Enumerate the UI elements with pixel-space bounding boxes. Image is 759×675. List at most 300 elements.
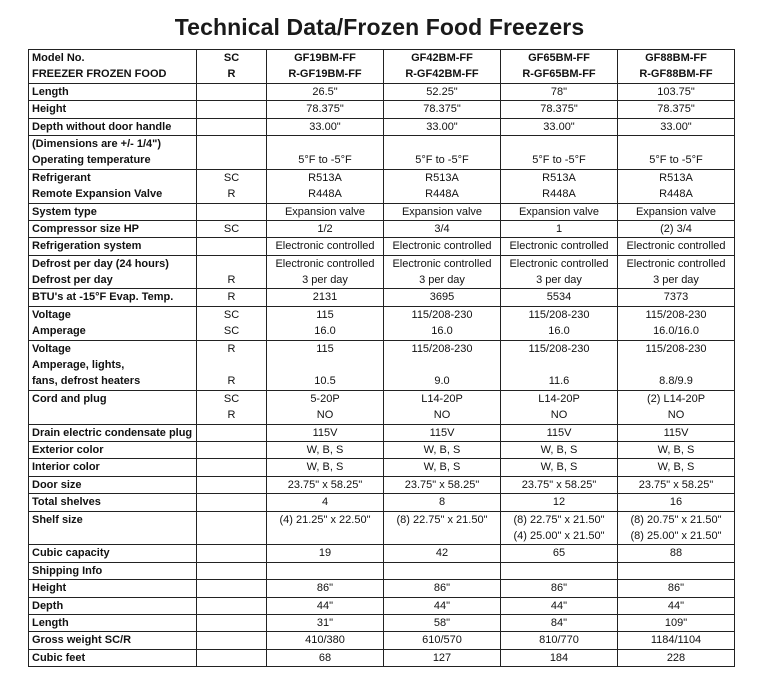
value-cell-line: 5°F to -5°F	[649, 154, 703, 167]
value-cell	[384, 255, 501, 289]
value-cell	[267, 340, 384, 390]
row-label-cell	[29, 580, 197, 597]
row-label-cell	[29, 597, 197, 614]
value-cell-line: 127	[432, 651, 452, 664]
value-cell-line: 115/208-230	[528, 342, 590, 355]
value-cell	[384, 203, 501, 220]
value-cell	[384, 562, 501, 579]
value-cell-line: 8.8/9.9	[659, 375, 693, 388]
value-cell-line: 115/208-230	[645, 342, 707, 355]
value-cell	[384, 289, 501, 306]
value-cell-line: L14-20P	[538, 392, 580, 405]
value-cell-line: 68	[318, 651, 332, 664]
value-cell-line	[504, 357, 614, 373]
value-cell-line: 23.75" x 58.25"	[521, 478, 597, 491]
value-cell	[384, 118, 501, 135]
value-cell	[501, 255, 618, 289]
value-cell-line: R513A	[425, 171, 459, 184]
row-label-cell-line: Shipping Info	[32, 564, 103, 577]
table-row	[29, 118, 735, 135]
value-cell-line: W, B, S	[657, 461, 695, 474]
row-sc-cell	[197, 494, 267, 511]
value-cell-line	[621, 136, 731, 152]
value-cell-line: 44"	[667, 599, 685, 612]
row-sc-cell	[197, 476, 267, 493]
value-cell-line: 78"	[550, 85, 568, 98]
value-cell	[501, 118, 618, 135]
value-cell-line: 86"	[316, 582, 334, 595]
value-cell-line: R448A	[308, 188, 342, 201]
row-sc-cell	[197, 255, 267, 289]
value-cell-line: 78.375"	[657, 103, 695, 116]
row-label-cell-line: Defrost per day	[32, 274, 113, 287]
value-cell-line: 103.75"	[657, 85, 695, 98]
value-cell-line: 3 per day	[302, 274, 348, 287]
value-cell-line: W, B, S	[657, 443, 695, 456]
row-label-cell	[29, 238, 197, 255]
value-cell-line: (4) 21.25" x 22.50"	[279, 513, 371, 526]
row-label-cell-line: Depth without door handle	[32, 120, 172, 133]
header-sc-cell-line: SC	[223, 52, 240, 64]
row-sc-cell-line	[200, 632, 263, 648]
table-row	[29, 632, 735, 649]
row-label-cell-line	[32, 407, 193, 423]
value-cell	[384, 390, 501, 424]
row-sc-cell	[197, 632, 267, 649]
row-sc-cell-line	[200, 357, 263, 373]
row-label-cell-line: Height	[32, 582, 67, 595]
value-cell	[384, 441, 501, 458]
row-label-cell-line: (Dimensions are +/- 1/4")	[32, 137, 162, 150]
row-sc-cell-line	[200, 615, 263, 631]
value-cell	[501, 306, 618, 340]
row-sc-cell	[197, 545, 267, 562]
row-label-cell	[29, 101, 197, 118]
value-cell	[618, 649, 735, 666]
value-cell-line: 1/2	[317, 222, 333, 235]
row-label-cell	[29, 135, 197, 169]
value-cell-line: 115V	[429, 426, 455, 439]
value-cell-line: 78.375"	[306, 103, 344, 116]
value-cell-line: (4) 25.00" x 21.50"	[513, 529, 605, 542]
model-header-cell	[267, 50, 384, 84]
value-cell	[267, 169, 384, 203]
value-cell	[384, 632, 501, 649]
value-cell	[501, 649, 618, 666]
row-sc-cell-line	[200, 528, 263, 544]
table-row	[29, 203, 735, 220]
value-cell	[384, 597, 501, 614]
value-cell-line: 8	[438, 496, 446, 509]
table-row	[29, 597, 735, 614]
value-cell-line: 115/208-230	[411, 308, 473, 321]
row-sc-cell	[197, 597, 267, 614]
row-sc-cell-line: SC	[223, 308, 240, 321]
row-label-cell-line: Gross weight SC/R	[32, 634, 132, 647]
row-label-cell-line: Cubic capacity	[32, 547, 110, 560]
model-header-cell-line: GF42BM-FF	[411, 52, 473, 64]
value-cell	[501, 597, 618, 614]
value-cell-line: W, B, S	[423, 443, 461, 456]
value-cell-line: 9.0	[434, 375, 450, 388]
row-label-cell-line: Refrigerant	[32, 171, 91, 184]
row-label-cell-line: Remote Expansion Valve	[32, 188, 163, 201]
value-cell-line: 65	[552, 547, 566, 560]
value-cell	[267, 649, 384, 666]
row-label-cell-line: Height	[32, 103, 67, 116]
value-cell-line: 44"	[550, 599, 568, 612]
row-sc-cell-line	[200, 459, 263, 475]
row-sc-cell-line	[200, 545, 263, 561]
row-sc-cell-line	[200, 238, 263, 254]
table-row	[29, 459, 735, 476]
value-cell	[267, 203, 384, 220]
row-sc-cell	[197, 562, 267, 579]
row-label-cell-line: Amperage, lights,	[32, 359, 125, 372]
value-cell	[267, 562, 384, 579]
value-cell-line: 78.375"	[423, 103, 461, 116]
value-cell	[501, 562, 618, 579]
value-cell	[501, 441, 618, 458]
row-sc-cell	[197, 83, 267, 100]
value-cell	[267, 424, 384, 441]
value-cell-line: Electronic controlled	[509, 257, 609, 270]
value-cell	[501, 169, 618, 203]
row-label-cell-line: Length	[32, 85, 69, 98]
row-sc-cell	[197, 441, 267, 458]
row-label-cell	[29, 562, 197, 579]
value-cell	[618, 255, 735, 289]
value-cell	[618, 340, 735, 390]
value-cell	[501, 580, 618, 597]
value-cell-line: 810/770	[539, 634, 579, 647]
row-sc-cell	[197, 289, 267, 306]
value-cell-line: 5°F to -5°F	[532, 154, 586, 167]
value-cell-line: 5°F to -5°F	[415, 154, 469, 167]
value-cell-line: 3 per day	[419, 274, 465, 287]
value-cell-line: 5°F to -5°F	[298, 154, 352, 167]
value-cell-line: 5534	[546, 291, 572, 304]
row-sc-cell-line	[200, 598, 263, 614]
value-cell	[267, 545, 384, 562]
table-row	[29, 101, 735, 118]
value-cell-line: (8) 22.75" x 21.50"	[513, 513, 605, 526]
value-cell	[384, 238, 501, 255]
row-sc-cell	[197, 306, 267, 340]
value-cell-line: 115/208-230	[645, 308, 707, 321]
table-row	[29, 306, 735, 340]
row-label-cell-line: Exterior color	[32, 443, 104, 456]
table-row	[29, 614, 735, 631]
value-cell-line: 115V	[546, 426, 572, 439]
row-label-cell-line: Operating temperature	[32, 154, 151, 167]
table-row	[29, 169, 735, 203]
page-title: Technical Data/Frozen Food Freezers	[174, 14, 585, 40]
value-cell	[618, 220, 735, 237]
value-cell-line: 23.75" x 58.25"	[287, 478, 363, 491]
value-cell-line: 31"	[316, 616, 334, 629]
row-label-cell-line: Compressor size HP	[32, 222, 139, 235]
row-label-cell	[29, 649, 197, 666]
row-label-cell	[29, 476, 197, 493]
value-cell	[501, 203, 618, 220]
row-sc-cell-line	[200, 494, 263, 510]
value-cell-line: R448A	[659, 188, 693, 201]
row-sc-cell-line	[200, 442, 263, 458]
table-row	[29, 83, 735, 100]
value-cell-line: 1	[555, 222, 563, 235]
value-cell	[267, 289, 384, 306]
value-cell	[501, 459, 618, 476]
model-header-cell-line: R-GF19BM-FF	[288, 68, 362, 81]
row-label-cell	[29, 614, 197, 631]
value-cell	[618, 494, 735, 511]
row-sc-cell-line: SC	[223, 325, 240, 338]
value-cell-line: W, B, S	[306, 443, 344, 456]
value-cell-line: 3/4	[434, 222, 450, 235]
value-cell-line	[270, 563, 380, 579]
value-cell-line: R513A	[659, 171, 693, 184]
row-label-cell	[29, 511, 197, 545]
value-cell	[501, 83, 618, 100]
value-cell-line: W, B, S	[306, 461, 344, 474]
row-sc-cell	[197, 203, 267, 220]
table-row	[29, 580, 735, 597]
value-cell	[618, 203, 735, 220]
value-cell-line: 2131	[312, 291, 338, 304]
row-sc-cell-line	[200, 101, 263, 117]
value-cell-line: NO	[316, 409, 334, 422]
value-cell	[384, 476, 501, 493]
row-label-cell	[29, 545, 197, 562]
row-sc-cell-line	[200, 650, 263, 666]
value-cell-line: 5-20P	[310, 392, 340, 405]
value-cell-line: 86"	[667, 582, 685, 595]
value-cell-line	[504, 563, 614, 579]
value-cell-line: Electronic controlled	[392, 240, 492, 253]
value-cell	[501, 220, 618, 237]
value-cell-line: 23.75" x 58.25"	[638, 478, 714, 491]
value-cell	[384, 306, 501, 340]
value-cell-line: 88	[669, 547, 683, 560]
value-cell	[267, 101, 384, 118]
row-label-cell-line: fans, defrost heaters	[32, 375, 141, 388]
value-cell-line: 16	[669, 496, 683, 509]
model-header-cell-line: GF65BM-FF	[528, 52, 590, 64]
value-cell	[384, 649, 501, 666]
row-sc-cell-line	[200, 136, 263, 152]
value-cell-line: R448A	[425, 188, 459, 201]
row-sc-cell-line: R	[227, 409, 236, 422]
header-label-cell-line: FREEZER FROZEN FOOD	[32, 68, 167, 81]
row-label-cell-line: Cubic feet	[32, 651, 86, 664]
value-cell-line: 19	[318, 547, 332, 560]
row-label-cell-line: Drain electric condensate plug	[32, 426, 193, 439]
row-sc-cell-line	[200, 152, 263, 168]
table-row	[29, 476, 735, 493]
table-row	[29, 441, 735, 458]
value-cell-line: 33.00"	[660, 120, 692, 133]
table-row	[29, 511, 735, 545]
value-cell	[501, 614, 618, 631]
row-sc-cell-line	[200, 580, 263, 596]
value-cell	[384, 83, 501, 100]
value-cell-line: 3695	[429, 291, 455, 304]
value-cell-line: W, B, S	[540, 443, 578, 456]
row-label-cell	[29, 340, 197, 390]
value-cell-line: 23.75" x 58.25"	[404, 478, 480, 491]
model-header-cell-line: GF88BM-FF	[645, 52, 707, 64]
value-cell-line	[387, 357, 497, 373]
value-cell	[384, 169, 501, 203]
value-cell-line: 44"	[316, 599, 334, 612]
value-cell	[384, 340, 501, 390]
value-cell	[501, 390, 618, 424]
table-row	[29, 220, 735, 237]
row-sc-cell-line	[200, 512, 263, 528]
header-label-cell	[29, 50, 197, 84]
value-cell-line: 4	[321, 496, 329, 509]
row-sc-cell	[197, 424, 267, 441]
value-cell	[501, 101, 618, 118]
row-sc-cell	[197, 118, 267, 135]
value-cell	[267, 511, 384, 545]
value-cell-line: R448A	[542, 188, 576, 201]
row-label-cell	[29, 220, 197, 237]
value-cell-line: W, B, S	[540, 461, 578, 474]
value-cell	[267, 135, 384, 169]
row-label-cell	[29, 441, 197, 458]
value-cell-line: 3 per day	[653, 274, 699, 287]
value-cell	[618, 459, 735, 476]
model-header-cell-line: R-GF42BM-FF	[405, 68, 479, 81]
value-cell	[501, 424, 618, 441]
table-row	[29, 340, 735, 390]
tech-data-table	[28, 49, 735, 667]
value-cell-line: 33.00"	[309, 120, 341, 133]
table-row	[29, 238, 735, 255]
value-cell	[618, 545, 735, 562]
value-cell-line	[621, 357, 731, 373]
row-sc-cell	[197, 390, 267, 424]
row-label-cell-line: Voltage	[32, 342, 71, 355]
value-cell-line: 115/208-230	[411, 342, 473, 355]
table-row	[29, 424, 735, 441]
value-cell	[267, 255, 384, 289]
value-cell	[501, 476, 618, 493]
value-cell	[501, 340, 618, 390]
row-sc-cell-line: SC	[223, 392, 240, 405]
value-cell	[267, 494, 384, 511]
row-sc-cell	[197, 649, 267, 666]
row-sc-cell-line	[200, 563, 263, 579]
value-cell-line: 33.00"	[426, 120, 458, 133]
row-label-cell	[29, 289, 197, 306]
value-cell-line: 109"	[664, 616, 688, 629]
row-sc-cell-line: SC	[223, 171, 240, 184]
row-sc-cell-line: R	[227, 188, 236, 201]
value-cell-line: 410/380	[305, 634, 345, 647]
value-cell-line	[387, 136, 497, 152]
value-cell	[267, 614, 384, 631]
model-header-cell-line: R-GF65BM-FF	[522, 68, 596, 81]
value-cell-line: (8) 20.75" x 21.50"	[630, 513, 722, 526]
value-cell	[618, 169, 735, 203]
row-sc-cell	[197, 220, 267, 237]
row-sc-cell-line	[200, 119, 263, 135]
value-cell	[267, 306, 384, 340]
value-cell-line: 16.0/16.0	[653, 325, 699, 338]
row-sc-cell	[197, 101, 267, 118]
value-cell	[267, 459, 384, 476]
value-cell	[267, 238, 384, 255]
row-sc-cell	[197, 135, 267, 169]
value-cell-line: 610/570	[422, 634, 462, 647]
value-cell	[267, 220, 384, 237]
row-label-cell	[29, 255, 197, 289]
model-header-cell-line: GF19BM-FF	[294, 52, 356, 64]
value-cell-line: Electronic controlled	[275, 257, 375, 270]
value-cell-line: Expansion valve	[635, 205, 717, 218]
value-cell	[384, 494, 501, 511]
value-cell-line: 44"	[433, 599, 451, 612]
row-sc-cell	[197, 614, 267, 631]
row-label-cell	[29, 83, 197, 100]
row-sc-cell-line	[200, 84, 263, 100]
value-cell-line: 84"	[550, 616, 568, 629]
value-cell-line: Expansion valve	[284, 205, 366, 218]
table-row	[29, 135, 735, 169]
value-cell-line: 7373	[663, 291, 689, 304]
row-label-cell	[29, 494, 197, 511]
row-label-cell	[29, 459, 197, 476]
table-row	[29, 255, 735, 289]
row-sc-cell-line: R	[227, 342, 236, 355]
table-row	[29, 390, 735, 424]
value-cell	[618, 118, 735, 135]
value-cell	[618, 83, 735, 100]
value-cell	[618, 476, 735, 493]
value-cell-line	[270, 528, 380, 544]
row-sc-cell	[197, 169, 267, 203]
row-sc-cell-line	[200, 256, 263, 272]
row-sc-cell	[197, 340, 267, 390]
row-label-cell-line: System type	[32, 205, 97, 218]
value-cell	[267, 441, 384, 458]
value-cell-line: 115V	[312, 426, 338, 439]
value-cell-line: Electronic controlled	[275, 240, 375, 253]
row-label-cell-line: Cord and plug	[32, 392, 107, 405]
value-cell-line: 10.5	[314, 375, 336, 388]
value-cell-line: 86"	[550, 582, 568, 595]
value-cell-line: 184	[549, 651, 569, 664]
row-sc-cell-line	[200, 204, 263, 220]
row-label-cell-line: Defrost per day (24 hours)	[32, 257, 169, 270]
row-label-cell-line: Interior color	[32, 461, 100, 474]
value-cell-line: L14-20P	[421, 392, 463, 405]
value-cell	[618, 306, 735, 340]
row-sc-cell-line: R	[227, 291, 236, 304]
table-row	[29, 545, 735, 562]
value-cell-line: Electronic controlled	[392, 257, 492, 270]
value-cell-line: 86"	[433, 582, 451, 595]
value-cell	[618, 390, 735, 424]
table-row	[29, 649, 735, 666]
row-sc-cell	[197, 459, 267, 476]
row-label-cell-line: Shelf size	[32, 513, 83, 526]
value-cell-line: 11.6	[548, 375, 570, 388]
row-label-cell	[29, 424, 197, 441]
